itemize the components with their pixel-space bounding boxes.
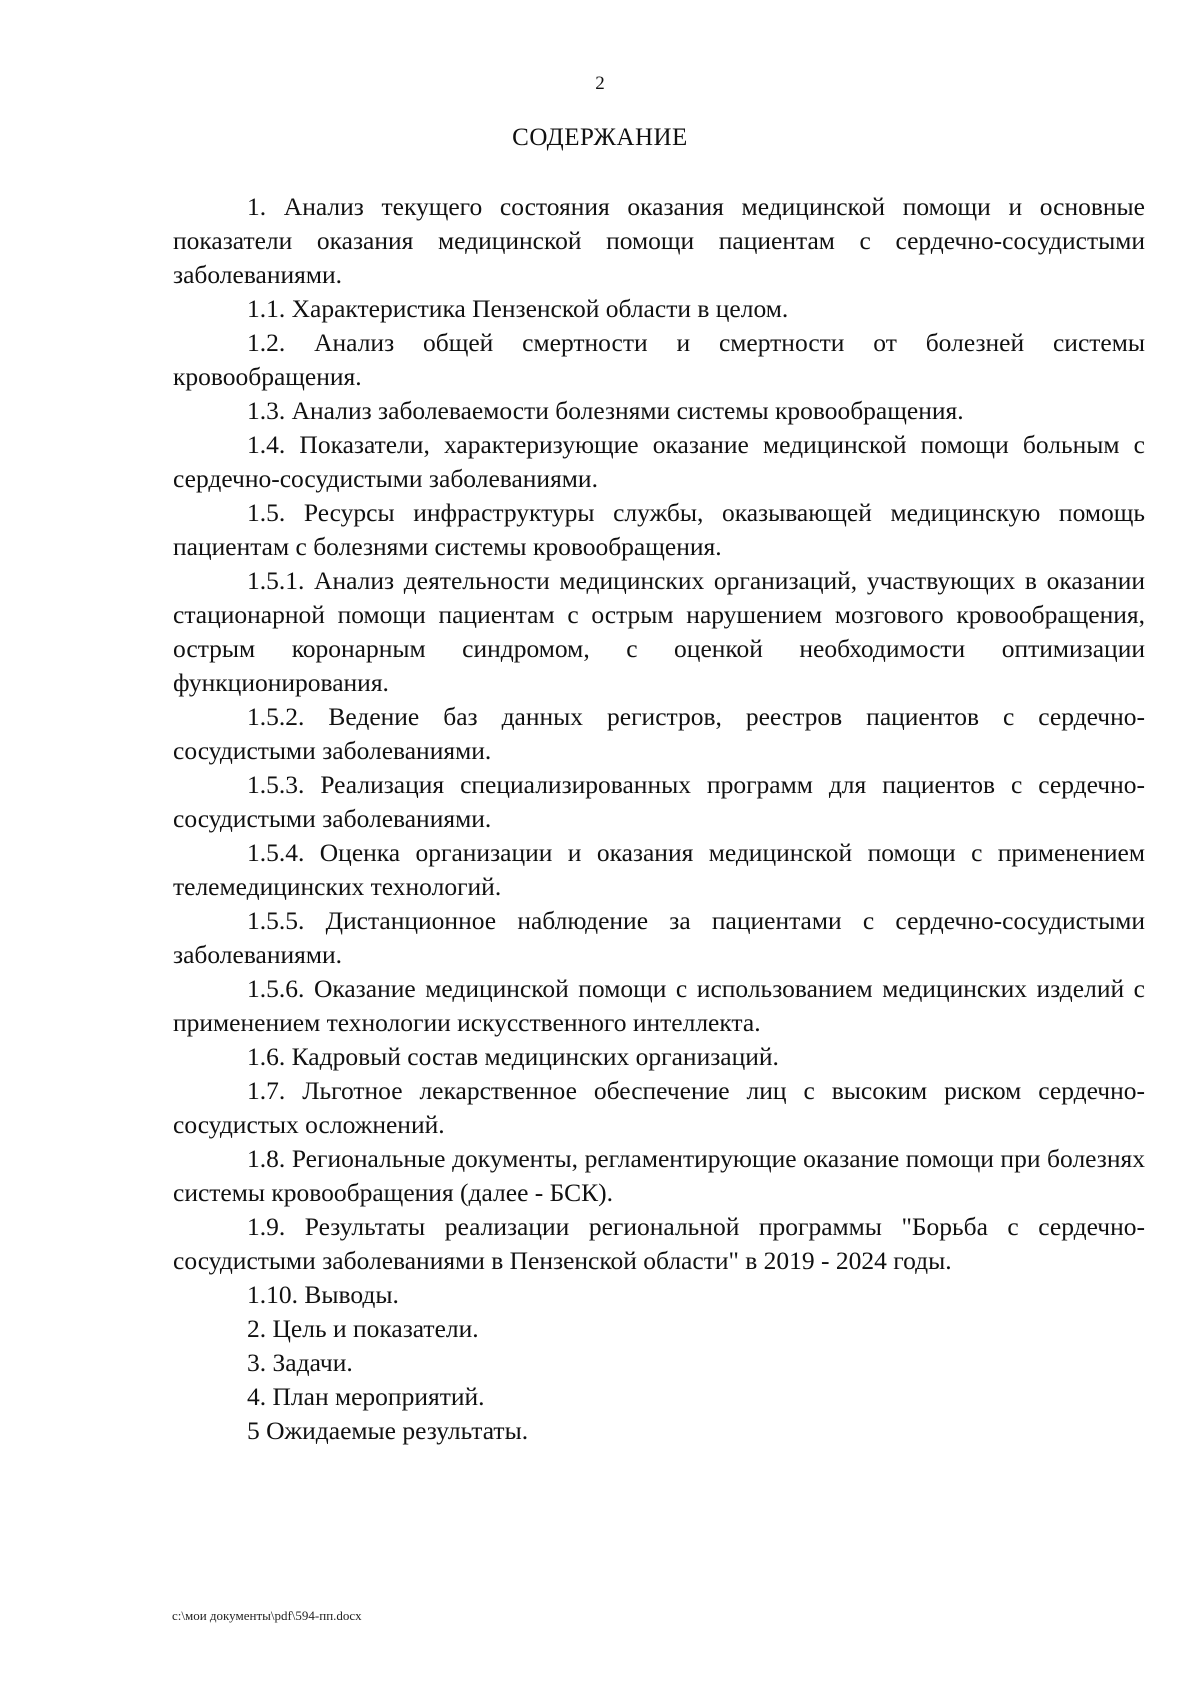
toc-entry-1-5-2: 1.5.2. Ведение баз данных регистров, реестров пациентов с сердечно-сосудистыми заболеваниями.	[173, 702, 1145, 765]
toc-entry-3: 3. Задачи.	[247, 1348, 353, 1377]
toc-entry-1-3: 1.3. Анализ заболеваемости болезнями системы кровообращения.	[247, 396, 964, 425]
toc-entry-1-5-1: 1.5.1. Анализ деятельности медицинских организаций, участвующих в оказании стационарной помощи пациентам с острым нарушением мозгового кровообращения, острым коронарным синдромом, с оценкой необходимости оптимизации функционирования.	[173, 566, 1145, 697]
toc-entry-1-5: 1.5. Ресурсы инфраструктуры службы, оказывающей медицинскую помощь пациентам с болезнями системы кровообращения.	[173, 498, 1145, 561]
toc-entry-1-5-3: 1.5.3. Реализация специализированных программ для пациентов с сердечно-сосудистыми заболеваниями.	[173, 770, 1145, 833]
toc-entry-1-8: 1.8. Региональные документы, регламентирующие оказание помощи при болезнях системы кровообращения (далее - БСК).	[173, 1144, 1145, 1207]
toc-entry-5: 5 Ожидаемые результаты.	[247, 1416, 529, 1445]
footer-file-path: c:\мои документы\pdf\594-пп.docx	[172, 1608, 362, 1623]
toc-entry-1-1: 1.1. Характеристика Пензенской области в целом.	[247, 294, 789, 323]
toc-entry-1-5-5: 1.5.5. Дистанционное наблюдение за пациентами с сердечно-сосудистыми заболеваниями.	[173, 906, 1145, 969]
toc-entry-2: 2. Цель и показатели.	[247, 1314, 479, 1343]
toc-entry-1-4: 1.4. Показатели, характеризующие оказание медицинской помощи больным с сердечно-сосудистыми заболеваниями.	[173, 430, 1145, 493]
toc-title: СОДЕРЖАНИЕ	[512, 124, 688, 151]
toc-entry-1: 1. Анализ текущего состояния оказания медицинской помощи и основные показатели оказания медицинской помощи пациентам с сердечно-сосудистыми заболеваниями.	[173, 192, 1145, 289]
toc-entry-4: 4. План мероприятий.	[247, 1382, 485, 1411]
toc-entry-1-6: 1.6. Кадровый состав медицинских организаций.	[247, 1042, 779, 1071]
table-of-contents	[173, 190, 1145, 1448]
toc-entry-1-9: 1.9. Результаты реализации региональной программы "Борьба с сердечно-сосудистыми заболеваниями в Пензенской области" в 2019 - 2024 годы.	[173, 1212, 1145, 1275]
toc-entry-1-2: 1.2. Анализ общей смертности и смертности от болезней системы кровообращения.	[173, 328, 1145, 391]
toc-entry-1-7: 1.7. Льготное лекарственное обеспечение лиц с высоким риском сердечно-сосудистых осложнений.	[173, 1076, 1145, 1139]
page-number: 2	[595, 73, 605, 94]
toc-entry-1-5-4: 1.5.4. Оценка организации и оказания медицинской помощи с применением телемедицинских технологий.	[173, 838, 1145, 901]
toc-entry-1-10: 1.10. Выводы.	[247, 1280, 399, 1309]
toc-entry-1-5-6: 1.5.6. Оказание медицинской помощи с использованием медицинских изделий с применением технологии искусственного интеллекта.	[173, 974, 1145, 1037]
